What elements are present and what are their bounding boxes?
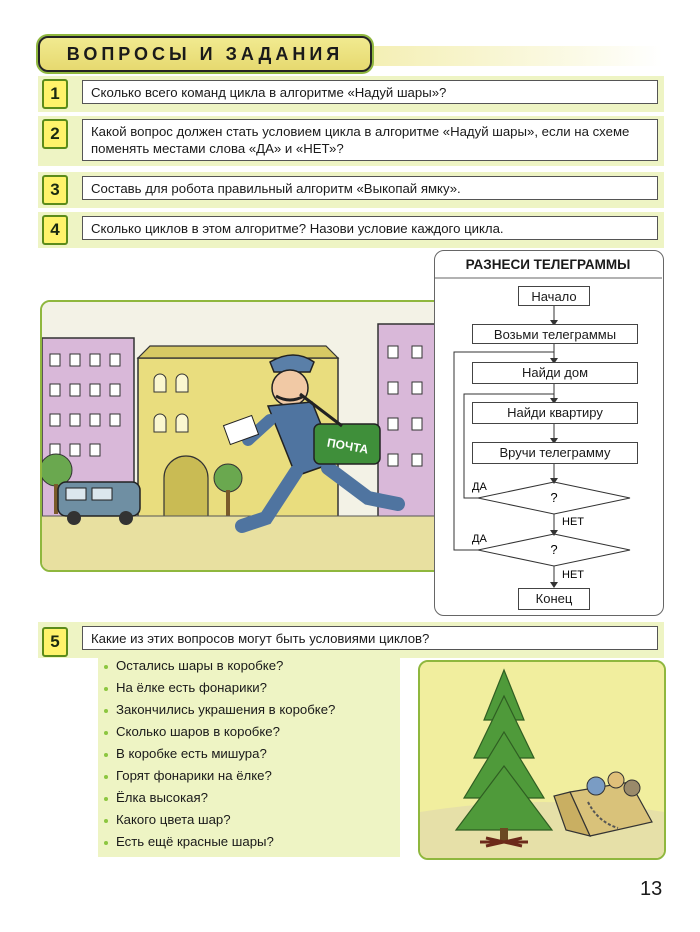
list-item: Остались шары в коробке? bbox=[104, 655, 283, 677]
page-number: 13 bbox=[640, 878, 663, 900]
question-text: Какой вопрос должен стать условием цикла в алгоритме «Надуй шары», если на схеме поменять местами слова «ДА» и «НЕТ»? bbox=[82, 119, 658, 161]
flow-start: Начало bbox=[518, 286, 590, 306]
bullet-icon bbox=[104, 665, 108, 669]
question-number: 4 bbox=[42, 215, 68, 245]
question-number: 3 bbox=[42, 175, 68, 205]
no-label-1: НЕТ bbox=[562, 516, 584, 528]
list-item: Горят фонарики на ёлке? bbox=[104, 765, 272, 787]
condition-1: ? bbox=[550, 490, 558, 505]
question-text: Какие из этих вопросов могут быть условиями циклов? bbox=[82, 626, 658, 650]
bullet-icon bbox=[104, 709, 108, 713]
list-item: Сколько шаров в коробке? bbox=[104, 721, 280, 743]
flow-step-deliver: Вручи телеграмму bbox=[472, 442, 638, 464]
list-item: Ёлка высокая? bbox=[104, 787, 208, 809]
title-band bbox=[370, 46, 662, 66]
christmas-tree-scene bbox=[420, 662, 664, 858]
condition-2: ? bbox=[550, 542, 558, 557]
bullet-icon bbox=[104, 731, 108, 735]
flow-step-apartment: Найди квартиру bbox=[472, 402, 638, 424]
flow-step-house: Найди дом bbox=[472, 362, 638, 384]
list-item: Есть ещё красные шары? bbox=[104, 831, 274, 853]
postman-illustration bbox=[40, 300, 444, 572]
question-text: Сколько циклов в этом алгоритме? Назови условие каждого цикла. bbox=[82, 216, 658, 240]
question-number: 1 bbox=[42, 79, 68, 109]
bullet-icon bbox=[104, 687, 108, 691]
bag-label: ПОЧТА bbox=[325, 435, 370, 457]
bullet-icon bbox=[104, 775, 108, 779]
list-item: На ёлке есть фонарики? bbox=[104, 677, 267, 699]
section-title: ВОПРОСЫ И ЗАДАНИЯ bbox=[38, 36, 372, 72]
bullet-icon bbox=[104, 797, 108, 801]
no-label-2: НЕТ bbox=[562, 569, 584, 581]
list-item: В коробке есть мишура? bbox=[104, 743, 267, 765]
question-number: 2 bbox=[42, 119, 68, 149]
question-number: 5 bbox=[42, 627, 68, 657]
flow-end: Конец bbox=[518, 588, 590, 610]
bullet-icon bbox=[104, 819, 108, 823]
yes-label-1: ДА bbox=[472, 481, 487, 493]
list-item: Закончились украшения в коробке? bbox=[104, 699, 335, 721]
tree-illustration bbox=[418, 660, 666, 860]
question-text: Сколько всего команд цикла в алгоритме «Надуй шары»? bbox=[82, 80, 658, 104]
yes-label-2: ДА bbox=[472, 533, 487, 545]
list-item: Какого цвета шар? bbox=[104, 809, 231, 831]
flow-step-take: Возьми телеграммы bbox=[472, 324, 638, 344]
flowchart-title: РАЗНЕСИ ТЕЛЕГРАММЫ bbox=[465, 257, 631, 272]
postman-scene bbox=[42, 302, 442, 570]
bullet-icon bbox=[104, 753, 108, 757]
bullet-icon bbox=[104, 841, 108, 845]
question-text: Составь для робота правильный алгоритм «Выкопай ямку». bbox=[82, 176, 658, 200]
